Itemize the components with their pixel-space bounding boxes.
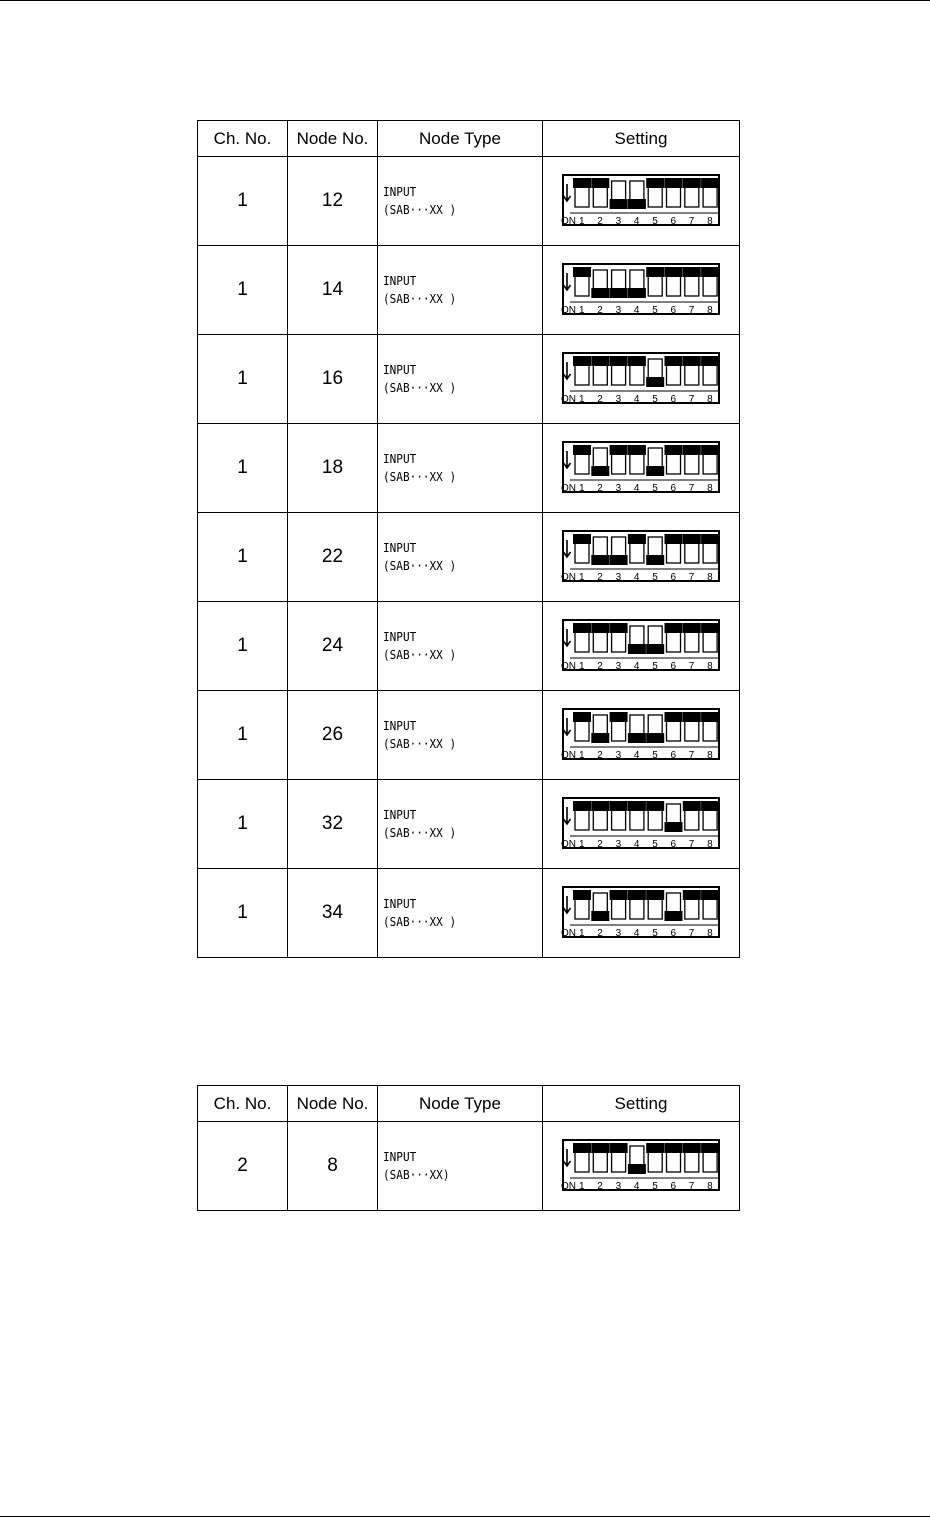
node-type-cell [378, 157, 543, 246]
header-setting: Setting [543, 1086, 740, 1122]
header-node-no: Node No. [288, 121, 378, 157]
setting-cell [543, 691, 740, 780]
dip-switch-5 [646, 626, 664, 654]
dip-position-label: 2 [597, 394, 603, 405]
dip-position-label: 4 [633, 483, 640, 494]
table-header-row [198, 121, 740, 157]
dip-switch-6 [665, 1143, 683, 1172]
top-rule [0, 0, 930, 1]
dip-switch-7 [683, 534, 701, 563]
dip-on-label: ON [561, 483, 576, 494]
setting-cell [543, 602, 740, 691]
table-row [198, 157, 740, 246]
dip-switch-3 [610, 801, 628, 830]
dip-position-label: 4 [633, 661, 640, 672]
node-no-cell: 18 [288, 424, 378, 513]
dip-switch-3 [610, 356, 628, 385]
dip-position-label: 6 [670, 750, 677, 761]
dip-switch-2 [591, 178, 609, 207]
dip-switch-4 [628, 356, 646, 385]
dip-position-label: 6 [670, 394, 677, 405]
arrow-down-icon [564, 629, 571, 646]
dip-position-label: 2 [597, 483, 603, 494]
dip-position-label: 5 [652, 928, 658, 939]
header-setting: Setting [543, 121, 740, 157]
dip-switch-5 [646, 1143, 664, 1172]
dip-on-label: ON [561, 661, 576, 672]
dip-switch-5 [646, 448, 664, 476]
node-type-line1: INPUT [383, 541, 417, 555]
dip-position-label: 4 [633, 394, 640, 405]
node-type-line2: (SAB···XX ) [383, 292, 457, 306]
dip-position-label: 2 [597, 839, 603, 850]
node-type-line2: (SAB···XX ) [383, 915, 457, 929]
setting-cell [543, 869, 740, 958]
dip-switch-4 [628, 181, 646, 209]
dip-switch-1 [573, 178, 591, 207]
dip-switch-1 [573, 801, 591, 830]
arrow-down-icon [564, 1149, 571, 1166]
dip-switch-8 [701, 712, 719, 741]
dip-position-label: 6 [670, 928, 677, 939]
table-row [198, 691, 740, 780]
dip-switch-diagram [560, 439, 722, 497]
dip-switch-4 [628, 445, 646, 474]
dip-position-label: 1 [579, 661, 585, 672]
node-type-line2: (SAB···XX) [383, 1168, 450, 1182]
dip-switch-8 [701, 1143, 719, 1172]
dip-switch-4 [628, 801, 646, 830]
node-type-cell [378, 335, 543, 424]
node-no-cell: 14 [288, 246, 378, 335]
table-header-row [198, 1086, 740, 1122]
dip-switch-7 [683, 623, 701, 652]
dip-position-label: 8 [707, 572, 713, 583]
dip-switch-2 [591, 356, 609, 385]
dip-switch-5 [646, 715, 664, 743]
node-type-line1: INPUT [383, 185, 417, 199]
dip-position-label: 8 [707, 483, 713, 494]
dip-switch-7 [683, 890, 701, 919]
dip-position-label: 3 [615, 483, 622, 494]
node-type-cell [378, 246, 543, 335]
dip-position-label: 2 [597, 928, 603, 939]
node-type-cell [378, 691, 543, 780]
dip-switch-1 [573, 623, 591, 652]
setting-cell [543, 513, 740, 602]
dip-switch-7 [683, 712, 701, 741]
ch-no-cell: 1 [198, 869, 288, 958]
dip-position-label: 1 [579, 305, 585, 316]
dip-switch-2 [591, 623, 609, 652]
dip-position-label: 4 [633, 750, 640, 761]
dip-switch-2 [591, 270, 609, 298]
node-no-cell: 32 [288, 780, 378, 869]
dip-switch-2 [591, 537, 609, 565]
dip-position-label: 2 [597, 305, 603, 316]
node-type-cell [378, 424, 543, 513]
dip-position-label: 5 [652, 572, 658, 583]
dip-position-label: 5 [652, 1181, 658, 1192]
dip-on-label: ON [561, 750, 576, 761]
dip-on-label: ON [561, 305, 576, 316]
dip-switch-3 [610, 445, 628, 474]
node-type-line2: (SAB···XX ) [383, 648, 457, 662]
ch-no-cell: 1 [198, 513, 288, 602]
dip-switch-6 [665, 267, 683, 296]
dip-switch-8 [701, 267, 719, 296]
node-type-line2: (SAB···XX ) [383, 559, 457, 573]
dip-switch-diagram [560, 617, 722, 675]
node-type-cell [378, 602, 543, 691]
dip-switch-1 [573, 356, 591, 385]
dip-position-label: 5 [652, 394, 658, 405]
dip-position-label: 4 [633, 928, 640, 939]
arrow-down-icon [564, 718, 571, 735]
dip-position-label: 3 [615, 216, 622, 227]
dip-position-label: 4 [633, 216, 640, 227]
dip-position-label: 8 [707, 750, 713, 761]
dip-switch-1 [573, 1143, 591, 1172]
dip-switch-diagram [560, 884, 722, 942]
node-type-line1: INPUT [383, 630, 417, 644]
ch-no-cell: 1 [198, 424, 288, 513]
setting-cell [543, 246, 740, 335]
dip-on-label: ON [561, 928, 576, 939]
dip-position-label: 5 [652, 661, 658, 672]
ch-no-cell: 1 [198, 246, 288, 335]
ch-no-cell: 2 [198, 1122, 288, 1211]
dip-position-label: 6 [670, 1181, 677, 1192]
dip-switch-diagram [560, 261, 722, 319]
node-no-cell: 22 [288, 513, 378, 602]
dip-switch-6 [665, 178, 683, 207]
dip-position-label: 6 [670, 572, 677, 583]
table-row [198, 869, 740, 958]
dip-switch-7 [683, 267, 701, 296]
dip-position-label: 7 [688, 216, 695, 227]
setting-cell [543, 424, 740, 513]
dip-switch-7 [683, 445, 701, 474]
node-no-cell: 34 [288, 869, 378, 958]
dip-switch-diagram [560, 350, 722, 408]
dip-position-label: 1 [579, 572, 585, 583]
table-row [198, 246, 740, 335]
dip-position-label: 8 [707, 839, 713, 850]
setting-cell [543, 780, 740, 869]
ch-no-cell: 1 [198, 780, 288, 869]
dip-switch-diagram [560, 528, 722, 586]
dip-switch-4 [628, 534, 646, 563]
dip-switch-2 [591, 893, 609, 921]
dip-switch-6 [665, 356, 683, 385]
ch-no-cell: 1 [198, 335, 288, 424]
dip-switch-3 [610, 712, 628, 741]
node-type-line1: INPUT [383, 897, 417, 911]
table-row [198, 780, 740, 869]
node-type-cell [378, 869, 543, 958]
dip-position-label: 4 [633, 305, 640, 316]
dip-switch-1 [573, 712, 591, 741]
dip-switch-2 [591, 801, 609, 830]
node-type-line1: INPUT [383, 1150, 417, 1164]
node-type-line2: (SAB···XX ) [383, 826, 457, 840]
dip-position-label: 2 [597, 1181, 603, 1192]
dip-switch-5 [646, 537, 664, 565]
node-no-cell: 24 [288, 602, 378, 691]
header-ch-no: Ch. No. [198, 1086, 288, 1122]
dip-position-label: 5 [652, 305, 658, 316]
node-no-cell: 8 [288, 1122, 378, 1211]
dip-switch-8 [701, 445, 719, 474]
dip-position-label: 5 [652, 839, 658, 850]
dip-position-label: 3 [615, 394, 622, 405]
dip-position-label: 4 [633, 1181, 640, 1192]
dip-switch-6 [665, 534, 683, 563]
dip-switch-1 [573, 890, 591, 919]
dip-switch-8 [701, 890, 719, 919]
dip-position-label: 1 [579, 1181, 585, 1192]
arrow-down-icon [564, 896, 571, 913]
dip-on-label: ON [561, 394, 576, 405]
dip-switch-4 [628, 890, 646, 919]
dip-position-label: 7 [688, 839, 695, 850]
dip-switch-6 [665, 623, 683, 652]
dip-position-label: 5 [652, 483, 658, 494]
arrow-down-icon [564, 451, 571, 468]
dip-switch-6 [665, 712, 683, 741]
dip-position-label: 8 [707, 1181, 713, 1192]
dip-switch-3 [610, 623, 628, 652]
dip-position-label: 5 [652, 750, 658, 761]
arrow-down-icon [564, 362, 571, 379]
node-type-cell [378, 780, 543, 869]
node-type-line2: (SAB···XX ) [383, 737, 457, 751]
dip-switch-2 [591, 715, 609, 743]
dip-switch-6 [665, 893, 683, 921]
node-no-cell: 26 [288, 691, 378, 780]
dip-position-label: 2 [597, 216, 603, 227]
dip-switch-7 [683, 178, 701, 207]
dip-position-label: 7 [688, 928, 695, 939]
dip-switch-5 [646, 801, 664, 830]
dip-on-label: ON [561, 839, 576, 850]
node-type-line2: (SAB···XX ) [383, 381, 457, 395]
dip-position-label: 3 [615, 572, 622, 583]
dip-switch-diagram [560, 795, 722, 853]
dip-switch-5 [646, 359, 664, 387]
arrow-down-icon [564, 184, 571, 201]
node-no-cell: 16 [288, 335, 378, 424]
table-row [198, 513, 740, 602]
node-settings-table-ch2 [197, 1085, 740, 1211]
dip-position-label: 7 [688, 394, 695, 405]
dip-position-label: 3 [615, 1181, 622, 1192]
dip-switch-3 [610, 1143, 628, 1172]
dip-position-label: 6 [670, 661, 677, 672]
node-type-line1: INPUT [383, 452, 417, 466]
dip-position-label: 4 [633, 839, 640, 850]
dip-position-label: 8 [707, 394, 713, 405]
dip-on-label: ON [561, 1181, 576, 1192]
dip-position-label: 5 [652, 216, 658, 227]
setting-cell [543, 335, 740, 424]
dip-position-label: 1 [579, 928, 585, 939]
bottom-rule [0, 1516, 930, 1517]
arrow-down-icon [564, 807, 571, 824]
dip-switch-diagram [560, 1137, 722, 1195]
dip-switch-1 [573, 534, 591, 563]
dip-position-label: 7 [688, 305, 695, 316]
ch-no-cell: 1 [198, 691, 288, 780]
table-row [198, 602, 740, 691]
arrow-down-icon [564, 273, 571, 290]
dip-position-label: 7 [688, 572, 695, 583]
header-ch-no: Ch. No. [198, 121, 288, 157]
node-type-line2: (SAB···XX ) [383, 470, 457, 484]
node-type-line1: INPUT [383, 808, 417, 822]
dip-switch-8 [701, 623, 719, 652]
dip-switch-1 [573, 445, 591, 474]
dip-switch-7 [683, 1143, 701, 1172]
setting-cell [543, 1122, 740, 1211]
dip-switch-4 [628, 715, 646, 743]
dip-switch-8 [701, 534, 719, 563]
dip-switch-diagram [560, 172, 722, 230]
dip-switch-7 [683, 801, 701, 830]
dip-position-label: 4 [633, 572, 640, 583]
dip-switch-3 [610, 537, 628, 565]
dip-position-label: 2 [597, 661, 603, 672]
dip-on-label: ON [561, 216, 576, 227]
dip-switch-3 [610, 890, 628, 919]
dip-switch-3 [610, 181, 628, 209]
dip-switch-5 [646, 890, 664, 919]
arrow-down-icon [564, 540, 571, 557]
node-type-line1: INPUT [383, 719, 417, 733]
dip-on-label: ON [561, 572, 576, 583]
dip-switch-3 [610, 270, 628, 298]
node-settings-table-ch1 [197, 120, 740, 958]
dip-switch-4 [628, 1146, 646, 1174]
node-type-line1: INPUT [383, 274, 417, 288]
dip-position-label: 7 [688, 1181, 695, 1192]
header-node-type: Node Type [378, 121, 543, 157]
dip-switch-diagram [560, 706, 722, 764]
dip-position-label: 1 [579, 216, 585, 227]
dip-switch-8 [701, 356, 719, 385]
dip-position-label: 6 [670, 305, 677, 316]
dip-position-label: 8 [707, 305, 713, 316]
dip-position-label: 7 [688, 661, 695, 672]
dip-position-label: 7 [688, 483, 695, 494]
dip-switch-2 [591, 448, 609, 476]
dip-position-label: 3 [615, 661, 622, 672]
header-node-type: Node Type [378, 1086, 543, 1122]
node-type-line1: INPUT [383, 363, 417, 377]
dip-position-label: 2 [597, 750, 603, 761]
dip-position-label: 3 [615, 928, 622, 939]
dip-switch-6 [665, 445, 683, 474]
dip-position-label: 8 [707, 216, 713, 227]
dip-position-label: 1 [579, 394, 585, 405]
dip-switch-8 [701, 178, 719, 207]
node-no-cell: 12 [288, 157, 378, 246]
dip-position-label: 8 [707, 928, 713, 939]
dip-switch-6 [665, 804, 683, 832]
ch-no-cell: 1 [198, 157, 288, 246]
dip-position-label: 3 [615, 750, 622, 761]
dip-switch-1 [573, 267, 591, 296]
dip-switch-4 [628, 270, 646, 298]
node-type-cell [378, 1122, 543, 1211]
dip-position-label: 3 [615, 305, 622, 316]
dip-position-label: 8 [707, 661, 713, 672]
dip-switch-7 [683, 356, 701, 385]
dip-position-label: 6 [670, 839, 677, 850]
dip-switch-4 [628, 626, 646, 654]
node-type-cell [378, 513, 543, 602]
dip-position-label: 1 [579, 483, 585, 494]
dip-position-label: 2 [597, 572, 603, 583]
dip-position-label: 3 [615, 839, 622, 850]
dip-switch-2 [591, 1143, 609, 1172]
dip-position-label: 1 [579, 839, 585, 850]
table-row [198, 1122, 740, 1211]
dip-position-label: 6 [670, 483, 677, 494]
dip-switch-8 [701, 801, 719, 830]
dip-switch-5 [646, 267, 664, 296]
table-row [198, 335, 740, 424]
setting-cell [543, 157, 740, 246]
node-type-line2: (SAB···XX ) [383, 203, 457, 217]
dip-position-label: 6 [670, 216, 677, 227]
ch-no-cell: 1 [198, 602, 288, 691]
dip-position-label: 7 [688, 750, 695, 761]
table-row [198, 424, 740, 513]
dip-switch-5 [646, 178, 664, 207]
dip-position-label: 1 [579, 750, 585, 761]
header-node-no: Node No. [288, 1086, 378, 1122]
